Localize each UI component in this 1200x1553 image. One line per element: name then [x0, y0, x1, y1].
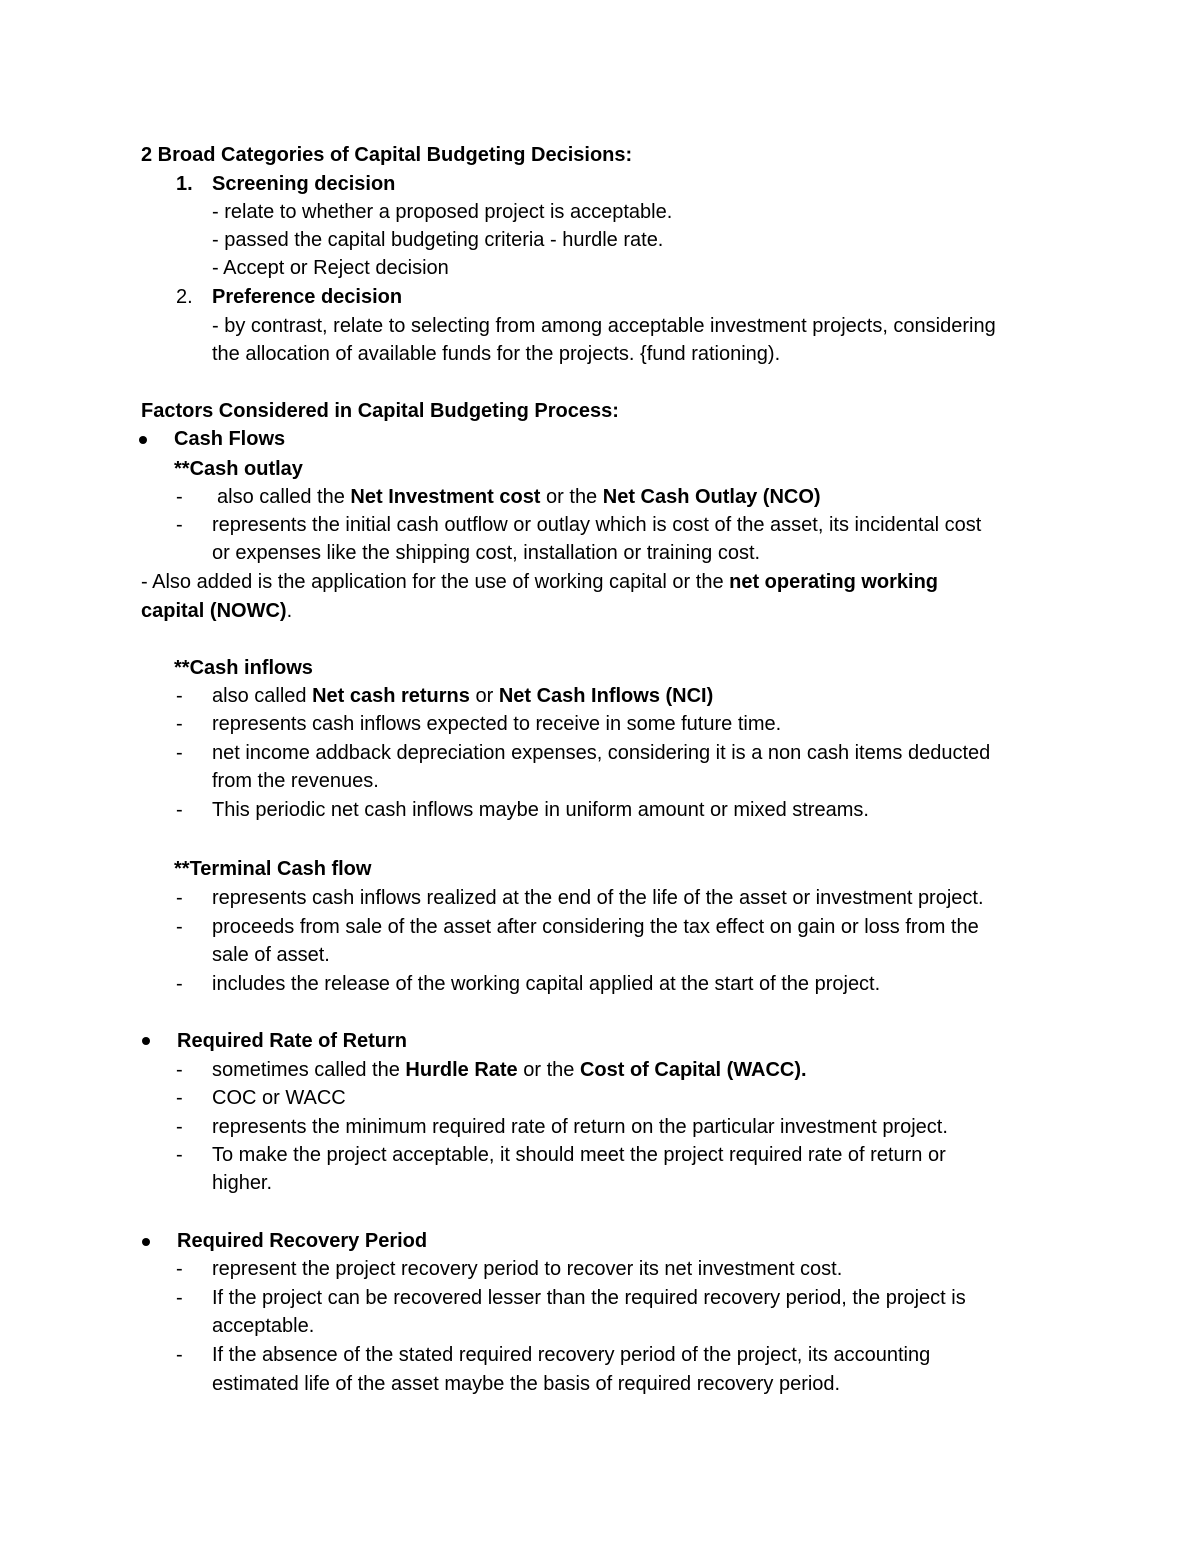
- list-item: net income addback depreciation expenses, considering it is a non cash items deducted: [212, 742, 991, 764]
- list-item: If the project can be recovered lesser than the required recovery period, the project is: [212, 1287, 966, 1309]
- dash-marker: -: [176, 1144, 183, 1166]
- dash-marker: -: [176, 486, 183, 508]
- dash-marker: -: [176, 685, 183, 707]
- section-heading-factors: Factors Considered in Capital Budgeting Process:: [141, 400, 619, 422]
- dash-marker: -: [176, 713, 183, 735]
- list-item: from the revenues.: [212, 770, 379, 792]
- cash-flows-title: Cash Flows: [174, 428, 286, 450]
- list-item: COC or WACC: [212, 1087, 346, 1109]
- list-item: If the absence of the stated required recovery period of the project, its accounting: [212, 1344, 931, 1366]
- list-item: - Accept or Reject decision: [212, 257, 449, 279]
- preference-decision-title: Preference decision: [212, 286, 403, 308]
- dash-marker: -: [176, 1087, 183, 1109]
- list-item: represent the project recovery period to recover its net investment cost.: [212, 1258, 843, 1280]
- list-item: proceeds from sale of the asset after considering the tax effect on gain or loss from the: [212, 916, 979, 938]
- nowc-note: capital (NOWC).: [141, 600, 293, 622]
- dash-marker: -: [176, 1258, 183, 1280]
- list-item: - relate to whether a proposed project is acceptable.: [212, 201, 673, 223]
- list-item: acceptable.: [212, 1315, 315, 1337]
- dash-marker: -: [176, 514, 183, 536]
- list-item: also called the Net Investment cost or the Net Cash Outlay (NCO): [217, 486, 821, 508]
- list-item: To make the project acceptable, it should meet the project required rate of return or: [212, 1144, 946, 1166]
- cash-outlay-heading: **Cash outlay: [174, 458, 303, 480]
- dash-marker: -: [176, 887, 183, 909]
- dash-marker: -: [176, 1116, 183, 1138]
- dash-marker: -: [176, 742, 183, 764]
- list-item: - by contrast, relate to selecting from among acceptable investment projects, considering: [212, 315, 996, 337]
- list-number: 2.: [176, 286, 193, 308]
- list-item: also called Net cash returns or Net Cash Inflows (NCI): [212, 685, 714, 707]
- cash-inflows-heading: **Cash inflows: [174, 657, 313, 679]
- list-item: includes the release of the working capital applied at the start of the project.: [212, 973, 881, 995]
- dash-marker: -: [176, 1059, 183, 1081]
- section-heading-decisions: 2 Broad Categories of Capital Budgeting Decisions:: [141, 144, 633, 166]
- list-item: sale of asset.: [212, 944, 330, 966]
- list-item: represents the minimum required rate of return on the particular investment project.: [212, 1116, 948, 1138]
- list-item: This periodic net cash inflows maybe in uniform amount or mixed streams.: [212, 799, 869, 821]
- list-item: the allocation of available funds for the projects. {fund rationing).: [212, 343, 781, 365]
- list-item: or expenses like the shipping cost, installation or training cost.: [212, 542, 761, 564]
- required-rate-title: Required Rate of Return: [177, 1030, 408, 1052]
- dash-marker: -: [176, 1344, 183, 1366]
- bullet-icon: [142, 1037, 150, 1045]
- list-item: represents cash inflows realized at the end of the life of the asset or investment project.: [212, 887, 984, 909]
- list-item: higher.: [212, 1172, 273, 1194]
- nowc-note: - Also added is the application for the use of working capital or the net operating working: [141, 571, 939, 593]
- required-recovery-title: Required Recovery Period: [177, 1230, 428, 1252]
- list-number: 1.: [176, 173, 193, 195]
- screening-decision-title: Screening decision: [212, 173, 396, 195]
- list-item: represents cash inflows expected to receive in some future time.: [212, 713, 782, 735]
- bullet-icon: [142, 1238, 150, 1246]
- bullet-icon: [139, 436, 147, 444]
- dash-marker: -: [176, 973, 183, 995]
- list-item: represents the initial cash outflow or outlay which is cost of the asset, its incidental cost: [212, 514, 982, 536]
- terminal-cash-flow-heading: **Terminal Cash flow: [174, 858, 372, 880]
- dash-marker: -: [176, 916, 183, 938]
- list-item: estimated life of the asset maybe the basis of required recovery period.: [212, 1373, 841, 1395]
- list-item: - passed the capital budgeting criteria - hurdle rate.: [212, 229, 664, 251]
- list-item: sometimes called the Hurdle Rate or the Cost of Capital (WACC).: [212, 1059, 807, 1081]
- dash-marker: -: [176, 1287, 183, 1309]
- dash-marker: -: [176, 799, 183, 821]
